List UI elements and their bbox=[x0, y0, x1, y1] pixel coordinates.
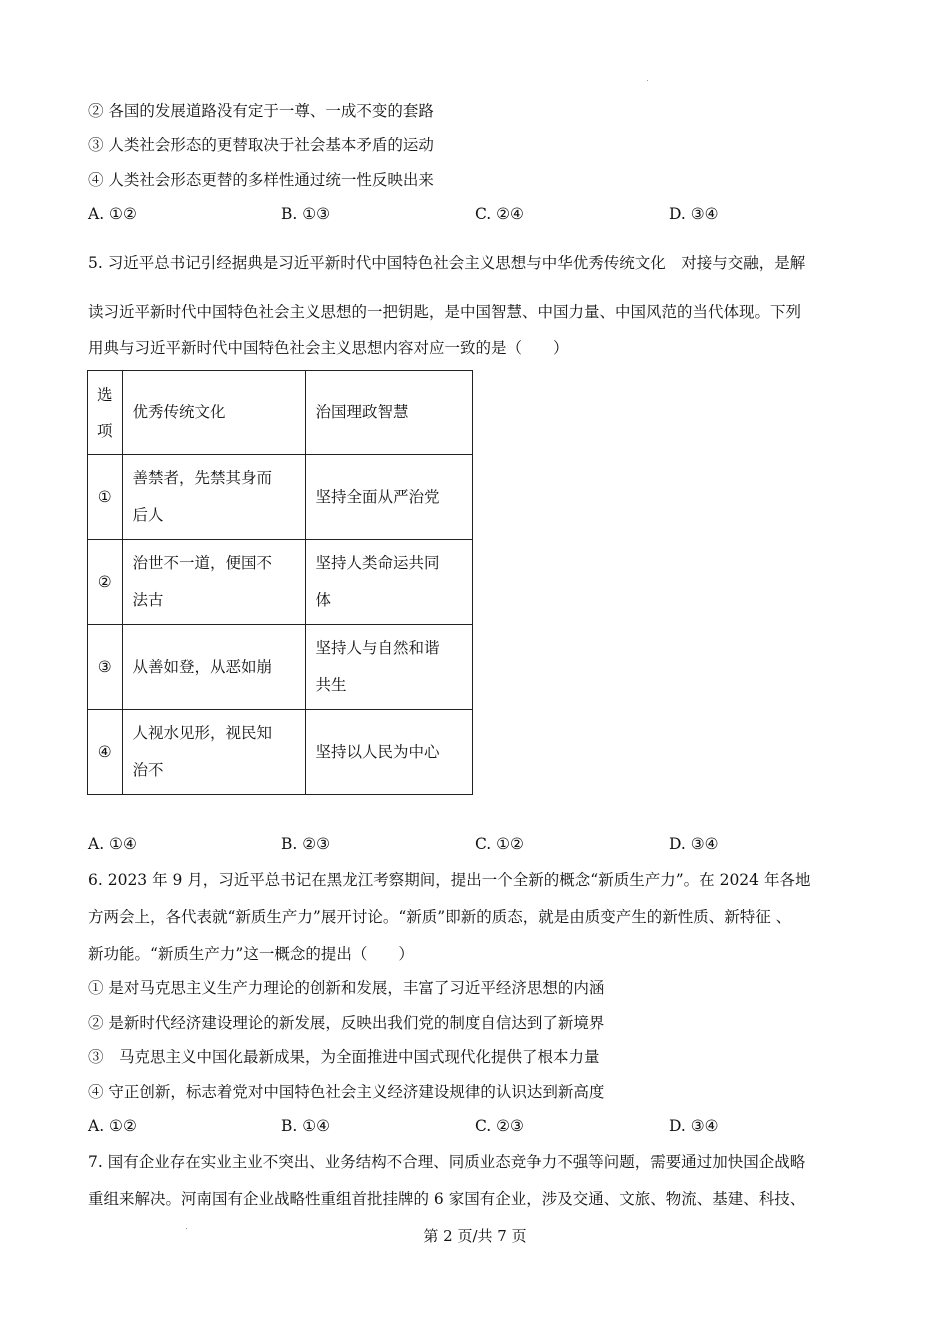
q5-stem-line-2: 读习近平新时代中国特色社会主义思想的一把钥匙，是中国智慧、中国力量、中国风范的当代体现。下列 bbox=[88, 303, 802, 321]
table-row bbox=[88, 455, 473, 540]
row-wisdom-cell bbox=[305, 540, 472, 625]
q5-option-c: C. ①② bbox=[475, 835, 524, 853]
row-option-number: ④ bbox=[88, 710, 123, 795]
row-option-number: ① bbox=[88, 455, 123, 540]
table-row bbox=[88, 625, 473, 710]
row-culture-cell bbox=[122, 625, 305, 710]
wisdom-text: 坚持人类命运共同 bbox=[315, 554, 440, 572]
q6-stem-line-3: 新功能。“新质生产力”这一概念的提出（ ） bbox=[88, 945, 414, 963]
culture-text: 治不 bbox=[132, 761, 164, 779]
row-wisdom-cell bbox=[305, 625, 472, 710]
wisdom-text: 坚持人与自然和谐 bbox=[315, 639, 440, 657]
q5-option-d: D. ③④ bbox=[669, 835, 719, 853]
q5-quote-table bbox=[87, 370, 473, 795]
q4-option-a: A. ①② bbox=[88, 205, 137, 223]
q6-option-b: B. ①④ bbox=[281, 1117, 331, 1135]
row-culture-cell bbox=[122, 710, 305, 795]
q4-option-b: B. ①③ bbox=[281, 205, 331, 223]
q6-stem-line-1: 6. 2023 年 9 月，习近平总书记在黑龙江考察期间，提出一个全新的概念“新质生产力”。在 2024 年各地 bbox=[88, 871, 811, 889]
table-header-row bbox=[88, 371, 473, 455]
row-option-number: ③ bbox=[88, 625, 123, 710]
wisdom-text: 坚持以人民为中心 bbox=[315, 742, 440, 761]
culture-text: 法古 bbox=[132, 591, 164, 609]
row-wisdom-cell bbox=[305, 710, 472, 795]
q5-stem-line-3: 用典与习近平新时代中国特色社会主义思想内容对应一致的是（ ） bbox=[88, 339, 569, 357]
q6-item-1: ① 是对马克思主义生产力理论的创新和发展，丰富了习近平经济思想的内涵 bbox=[88, 979, 605, 997]
row-option-number: ② bbox=[88, 540, 123, 625]
q6-item-2: ② 是新时代经济建设理论的新发展，反映出我们党的制度自信达到了新境界 bbox=[88, 1014, 605, 1032]
row-wisdom-cell bbox=[305, 455, 472, 540]
header-option-char-1: 选 bbox=[97, 385, 113, 404]
q7-stem-line-2: 重组来解决。河南国有企业战略性重组首批挂牌的 6 家国有企业，涉及交通、文旅、物流、基建、科技、 bbox=[88, 1190, 806, 1208]
q4-option-d: D. ③④ bbox=[669, 205, 719, 223]
q6-item-4: ④ 守正创新，标志着党对中国特色社会主义经济建设规律的认识达到新高度 bbox=[88, 1083, 605, 1101]
culture-text: 从善如登，从恶如崩 bbox=[132, 657, 273, 676]
header-culture-cell: 优秀传统文化 bbox=[122, 371, 305, 455]
culture-text: 人视水见形，视民知 bbox=[132, 724, 273, 742]
q6-option-d: D. ③④ bbox=[669, 1117, 719, 1135]
q4-item-4: ④ 人类社会形态更替的多样性通过统一性反映出来 bbox=[88, 171, 434, 189]
table-row bbox=[88, 540, 473, 625]
culture-text: 善禁者，先禁其身而 bbox=[132, 469, 273, 487]
header-wisdom-cell: 治国理政智慧 bbox=[305, 371, 472, 455]
wisdom-text: 共生 bbox=[315, 676, 347, 694]
header-option-cell bbox=[88, 371, 123, 455]
row-culture-cell bbox=[122, 540, 305, 625]
wisdom-text: 体 bbox=[315, 591, 332, 609]
culture-text: 治世不一道，便国不 bbox=[132, 554, 273, 572]
q6-item-3: ③ 马克思主义中国化最新成果，为全面推进中国式现代化提供了根本力量 bbox=[88, 1048, 600, 1066]
q5-option-a: A. ①④ bbox=[88, 835, 137, 853]
table-row bbox=[88, 710, 473, 795]
q4-item-2: ② 各国的发展道路没有定于一尊、一成不变的套路 bbox=[88, 102, 434, 120]
q6-option-c: C. ②③ bbox=[475, 1117, 524, 1135]
q5-stem-line-1: 5. 习近平总书记引经据典是习近平新时代中国特色社会主义思想与中华优秀传统文化 对接与交融，是解 bbox=[88, 254, 806, 272]
q4-option-c: C. ②④ bbox=[475, 205, 524, 223]
q5-option-b: B. ②③ bbox=[281, 835, 331, 853]
q4-item-3: ③ 人类社会形态的更替取决于社会基本矛盾的运动 bbox=[88, 136, 434, 154]
header-option-char-2: 项 bbox=[97, 421, 113, 440]
culture-text: 后人 bbox=[132, 506, 164, 524]
q6-stem-line-2: 方两会上，各代表就“新质生产力”展开讨论。“新质”即新的质态，就是由质变产生的新性质、新特征 、 bbox=[88, 908, 792, 926]
row-culture-cell bbox=[122, 455, 305, 540]
q7-stem-line-1: 7. 国有企业存在实业主业不突出、业务结构不合理、同质业态竞争力不强等问题，需要通过加快国企战略 bbox=[88, 1153, 806, 1171]
wisdom-text: 坚持全面从严治党 bbox=[315, 487, 440, 506]
scan-dot bbox=[647, 80, 648, 81]
page-number-footer: 第 2 页/共 7 页 bbox=[423, 1227, 527, 1245]
q6-option-a: A. ①② bbox=[88, 1117, 137, 1135]
